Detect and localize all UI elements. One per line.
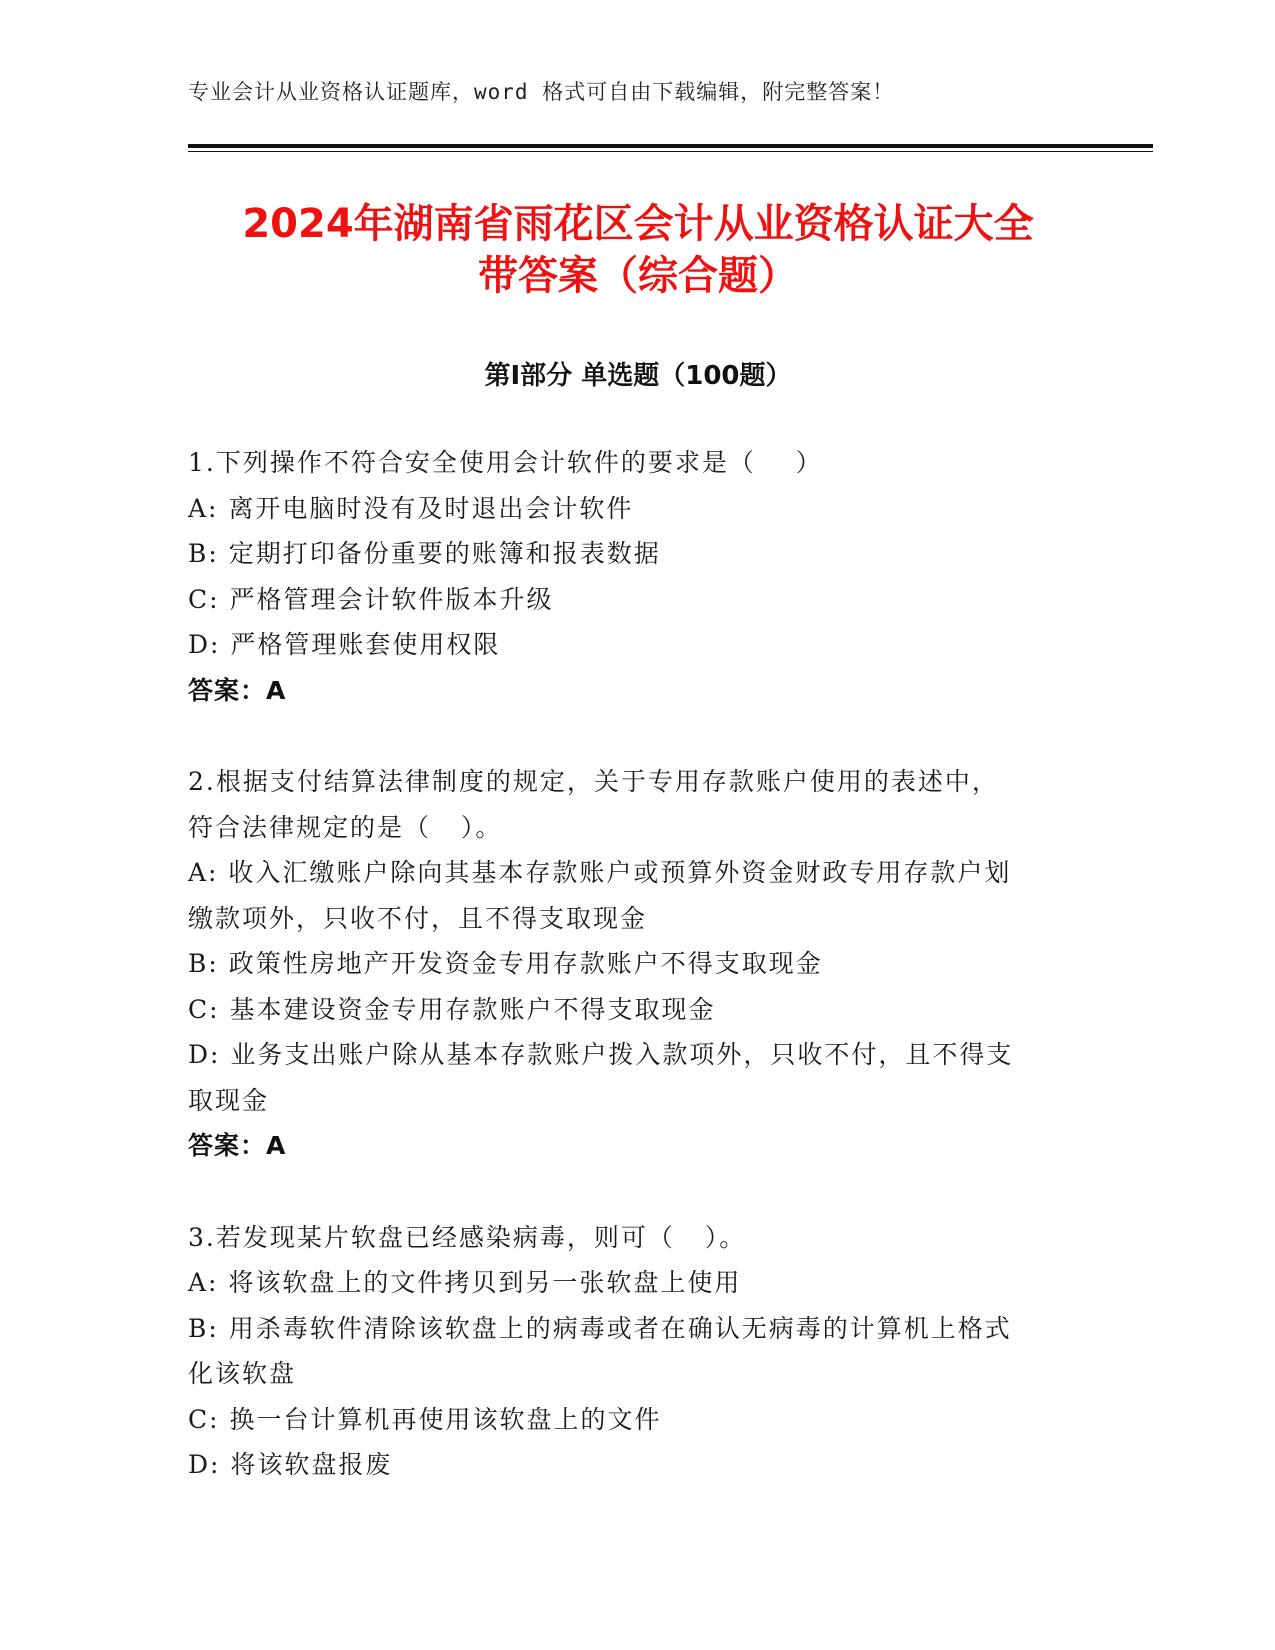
answer-option: B: 定期打印备份重要的账簿和报表数据	[188, 539, 661, 568]
answer-option: A: 离开电脑时没有及时退出会计软件	[188, 493, 634, 523]
answer-option: 化该软盘	[188, 1359, 297, 1388]
question-stem: 3.若发现某片软盘已经感染病毒，则可（ ）。	[188, 1222, 747, 1252]
answer-option: B: 政策性房地产开发资金专用存款账户不得支取现金	[188, 949, 823, 978]
answer-option: C: 换一台计算机再使用该软盘上的文件	[188, 1404, 662, 1434]
answer-option: D: 将该软盘报废	[188, 1450, 393, 1479]
question-stem: 2.根据支付结算法律制度的规定，关于专用存款账户使用的表述中，	[188, 767, 999, 796]
answer-option: A: 将该软盘上的文件拷贝到另一张软盘上使用	[188, 1268, 742, 1297]
question-block	[188, 1215, 1088, 1488]
answer-option: D: 业务支出账户除从基本存款账户拨入款项外，只收不付，且不得支	[188, 1040, 1014, 1069]
answer-key: 答案：A	[188, 675, 287, 705]
question-block	[188, 759, 1088, 1169]
answer-option: 缴款项外，只收不付，且不得支取现金	[188, 903, 648, 933]
header-rule-thick	[188, 144, 1153, 148]
section-title: 第Ⅰ部分 单选题（100题）	[484, 361, 792, 391]
answer-option: A: 收入汇缴账户除向其基本存款账户或预算外资金财政专用存款户划	[188, 858, 1012, 887]
question-stem: 1.下列操作不符合安全使用会计软件的要求是（ ）	[188, 448, 823, 477]
answer-option: C: 基本建设资金专用存款账户不得支取现金	[188, 994, 716, 1024]
answer-option: B: 用杀毒软件清除该软盘上的病毒或者在确认无病毒的计算机上格式	[188, 1313, 1012, 1343]
document-title	[188, 198, 1088, 302]
answer-key: 答案：A	[188, 1131, 287, 1160]
answer-option: 取现金	[188, 1085, 270, 1115]
answer-option: C: 严格管理会计软件版本升级	[188, 584, 554, 614]
question-block	[188, 440, 1088, 713]
document-title-line-1: 2024年湖南省雨花区会计从业资格认证大全	[242, 201, 1034, 247]
question-stem: 符合法律规定的是（ ）。	[188, 812, 503, 842]
document-title-line-2: 带答案（综合题）	[478, 253, 798, 299]
header-note: 专业会计从业资格认证题库，word 格式可自由下载编辑，附完整答案！	[188, 80, 895, 104]
answer-option: D: 严格管理账套使用权限	[188, 630, 501, 659]
question-list	[188, 440, 1088, 1534]
header-rule-thin	[188, 151, 1153, 152]
